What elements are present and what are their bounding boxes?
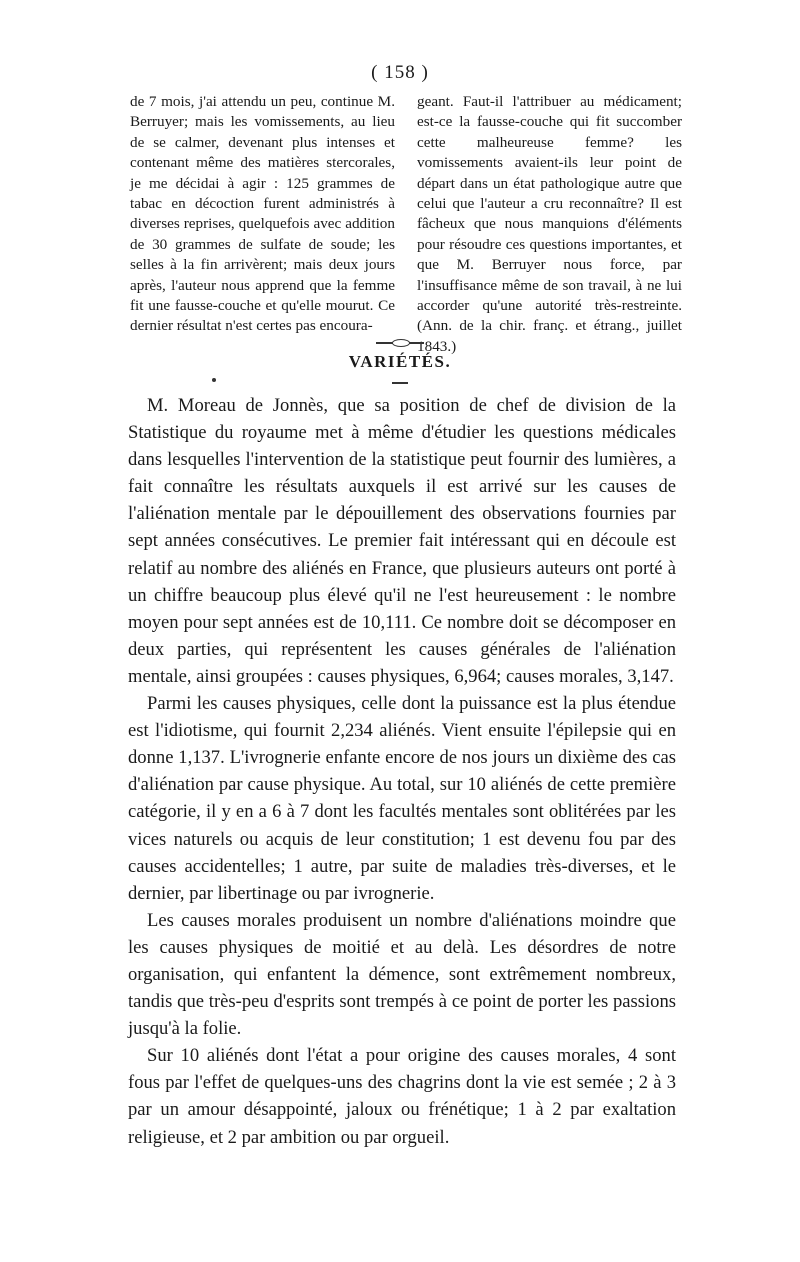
ornamental-divider — [376, 342, 424, 344]
page-number: ( 158 ) — [371, 62, 429, 83]
section-title: VARIÉTÉS. — [348, 352, 452, 371]
paragraph: Les causes morales produisent un nombre d'aliénations moindre que les causes physiques de moitié et au delà. Les désordres de notre organisation, qui enfantent la démence, sont extrêmement nombreux, tandis que très-peu d'esprits sont trempés à ce point de porter les passions jusqu'à la folie. — [128, 909, 676, 1040]
ink-dot — [212, 378, 216, 382]
main-article — [128, 392, 676, 1151]
left-column — [130, 92, 395, 357]
right-column — [417, 92, 682, 357]
two-column-section — [130, 92, 682, 357]
paragraph: Sur 10 aliénés dont l'état a pour origine des causes morales, 4 sont fous par l'effet de quelques-uns des chagrins dont la vie est semée ; 2 à 3 par un amour désappointé, jaloux ou frénétique; 1 à 2 par exaltation religieuse, et 2 par ambition ou par orgueil. — [128, 1045, 676, 1148]
paragraph: M. Moreau de Jonnès, que sa position de chef de division de la Statistique du royaume met à même d'étudier les questions médicales dans lesquelles l'intervention de la statistique peut fournir des lumières, a fait connaître les résultats auxquels il est arrivé sur les causes de l'aliénation mentale par le dépouillement des observations fournies par sept années consécutives. Le premier fait intéressant qui en découle est relatif au nombre des aliénés en France, que plusieurs auteurs ont porté à un chiffre beaucoup plus élevé qu'il ne l'est heureusement : le nombre moyen pour sept années est de 10,111. Ce nombre doit se décomposer en deux parties, qui représentent les causes générales de l'aliénation mentale, ainsi groupées : causes physiques, 6,964; causes morales, 3,147. — [128, 395, 676, 687]
title-rule — [392, 382, 408, 384]
paragraph: Parmi les causes physiques, celle dont la puissance est la plus étendue est l'idiotisme, qui fournit 2,234 aliénés. Vient ensuite l'épilepsie qui en donne 1,137. L'ivrognerie enfante encore de nos jours un dixième des cas d'aliénation par cause physique. Au total, sur 10 aliénés de cette première catégorie, il y en a 6 à 7 dont les facultés mentales sont oblitérées par les vices naturels ou acquis de leur constitution; 1 est devenu fou par des causes accidentelles; 1 autre, par suite de maladies très-diverses, et le dernier, par libertinage ou par ivrognerie. — [128, 693, 676, 904]
right-column-text: geant. Faut-il l'attribuer au médicament; est-ce la fausse-couche qui fit succomber cette malheureuse femme? les vomissements avaient-ils leur point de départ dans un état pathologique autre que celui que l'auteur a cru reconnaître? Il est fâcheux que nous manquions d'éléments pour résoudre ces questions importantes, et que M. Berruyer nous force, par l'insuffisance même de son travail, à ne lui accorder qu'une autorité très-restreinte. (Ann. de la chir. franç. et étrang., juillet 1843.) — [417, 93, 682, 355]
left-column-text: de 7 mois, j'ai attendu un peu, continue M. Berruyer; mais les vomissements, au lieu de se calmer, devenant plus intenses et contenant même des matières stercorales, je me décidai à agir : 125 grammes de tabac en décoction furent administrés à diverses reprises, quelquefois avec addition de 30 grammes de sulfate de soude; les selles à la fin arrivèrent; mais deux jours après, l'auteur nous apprend que la femme fit une fausse-couche et qu'elle mourut. Ce dernier résultat n'est certes pas encoura- — [130, 93, 395, 335]
